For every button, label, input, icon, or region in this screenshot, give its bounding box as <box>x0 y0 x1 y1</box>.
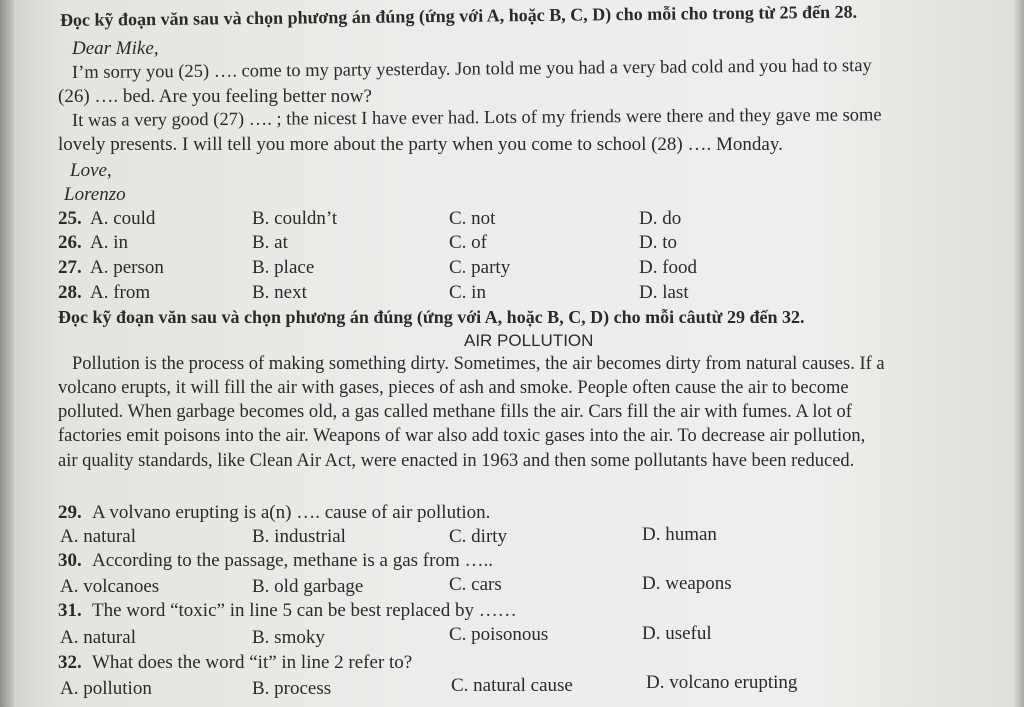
question-number: 32. <box>58 652 82 673</box>
letter-line-3: It was a very good (27) …. ; the nicest I have ever had. Lots of my friends were there and they gave me some <box>71 105 882 131</box>
option-a: A. in <box>90 232 128 253</box>
question-stem: The word “toxic” in line 5 can be best replaced by …… <box>92 600 517 621</box>
page-shadow-right <box>1014 0 1024 707</box>
passage-title: AIR POLLUTION <box>464 331 594 350</box>
letter-line-2: (26) …. bed. Are you feeling better now? <box>58 86 372 107</box>
option-a: A. from <box>90 282 151 303</box>
option-d: D. human <box>642 524 717 545</box>
option-b: B. at <box>252 232 288 253</box>
option-d: D. weapons <box>642 573 732 594</box>
option-d: D. last <box>639 282 689 303</box>
page-shadow-left <box>0 0 14 707</box>
passage-line-1: Pollution is the process of making something dirty. Sometimes, the air becomes dirty from natural causes. If a <box>72 354 885 374</box>
option-a: A. person <box>90 257 164 278</box>
passage-line-5: air quality standards, like Clean Air Act, were enacted in 1963 and then some pollutants have been reduced. <box>58 451 855 471</box>
option-b: B. place <box>252 257 315 278</box>
option-c: C. in <box>449 282 486 303</box>
question-number: 28. <box>58 282 82 303</box>
option-a: A. pollution <box>60 678 152 699</box>
question-number: 27. <box>58 257 82 278</box>
question-number: 29. <box>58 502 82 523</box>
section1-instruction: Đọc kỹ đoạn văn sau và chọn phương án đúng (ứng với A, hoặc B, C, D) cho mỗi cho trong từ 25 đến 28. <box>59 1 858 30</box>
option-c: C. party <box>449 257 511 278</box>
question-number: 31. <box>58 600 82 621</box>
passage-line-4: factories emit poisons into the air. Weapons of war also add toxic gases into the air. To decrease air pollution, <box>58 426 866 446</box>
question-number: 26. <box>58 232 82 253</box>
option-b: B. process <box>252 678 332 699</box>
option-b: B. industrial <box>252 526 346 547</box>
section2-instruction: Đọc kỹ đoạn văn sau và chọn phương án đúng (ứng với A, hoặc B, C, D) cho mỗi câutừ 29 đến 32. <box>58 307 805 327</box>
question-number: 30. <box>58 550 82 571</box>
option-c: C. dirty <box>449 526 508 547</box>
question-stem: According to the passage, methane is a gas from ….. <box>92 550 493 571</box>
option-c: C. cars <box>449 574 502 595</box>
letter-line-1: I’m sorry you (25) …. come to my party yesterday. Jon told me you had a very bad cold and you had to stay <box>71 56 872 83</box>
question-stem: What does the word “it” in line 2 refer to? <box>92 652 413 673</box>
passage-line-2: volcano erupts, it will fill the air with gases, pieces of ash and smoke. People often cause the air to become <box>58 378 849 398</box>
question-number: 25. <box>58 208 82 229</box>
option-a: A. could <box>90 208 156 229</box>
option-d: D. to <box>639 232 677 253</box>
option-b: B. couldn’t <box>252 208 338 229</box>
letter-greeting: Dear Mike, <box>72 38 159 59</box>
option-d: D. do <box>639 208 682 229</box>
option-a: A. natural <box>60 526 136 547</box>
passage-line-3: polluted. When garbage becomes old, a gas called methane fills the air. Cars fill the air with fumes. A lot of <box>58 402 852 422</box>
option-c: C. natural cause <box>451 675 573 696</box>
letter-closing: Love, <box>70 160 112 181</box>
option-b: B. old garbage <box>252 576 364 597</box>
question-stem: A volvano erupting is a(n) …. cause of air pollution. <box>92 502 491 523</box>
option-d: D. food <box>639 257 698 278</box>
option-a: A. volcanoes <box>60 576 160 597</box>
option-c: C. of <box>449 232 487 253</box>
option-c: C. poisonous <box>449 624 549 645</box>
option-b: B. next <box>252 282 307 303</box>
option-c: C. not <box>449 208 496 229</box>
letter-signature: Lorenzo <box>64 184 126 205</box>
option-d: D. useful <box>642 623 712 644</box>
option-a: A. natural <box>60 627 136 648</box>
letter-line-4: lovely presents. I will tell you more about the party when you come to school (28) …. Monday. <box>58 134 783 155</box>
option-b: B. smoky <box>252 627 325 648</box>
option-d: D. volcano erupting <box>646 672 798 693</box>
